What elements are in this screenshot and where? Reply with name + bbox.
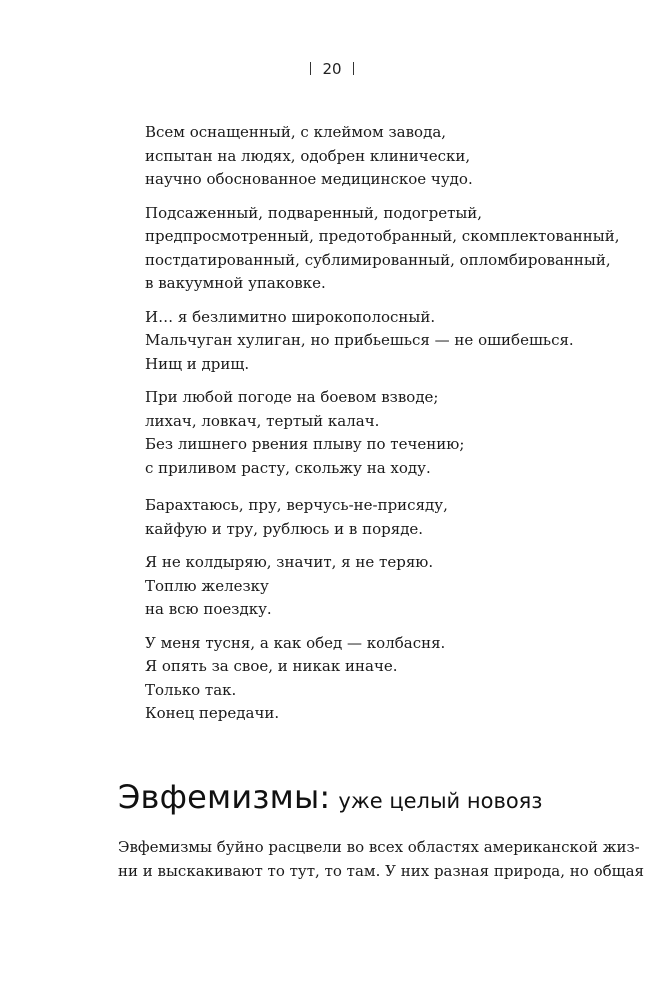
- poem-stanza-6: [145, 551, 645, 622]
- body-line: ни и выскакивают то тут, то там. У них разная природа, но общая: [118, 862, 644, 880]
- poem-line: лихач, ловкач, тертый калач.: [145, 411, 380, 430]
- page-header: [0, 60, 664, 78]
- poem-line: Нищ и дрищ.: [145, 354, 250, 373]
- poem-line: кайфую и тру, рублюсь и в поряде.: [145, 519, 424, 538]
- poem-line: Барахтаюсь, пру, верчусь-не-присяду,: [145, 496, 448, 514]
- poem-line: Всем оснащенный, с клеймом завода,: [145, 123, 447, 141]
- poem-stanza-4: [145, 386, 645, 480]
- poem-line: Подсаженный, подваренный, подогретый,: [145, 203, 483, 222]
- poem-line: научно обоснованное медицинское чудо.: [145, 170, 473, 188]
- poem-line: с приливом расту, скольжу на ходу.: [145, 458, 431, 477]
- poem-line: предпросмотренный, предотобранный, скомплектованный,: [145, 227, 620, 245]
- poem-stanza-1: [145, 121, 645, 192]
- page-number: 20: [322, 60, 342, 78]
- poem-line: испытан на людях, одобрен клинически,: [145, 146, 471, 165]
- poem-line: У меня тусня, а как обед — колбасня.: [145, 633, 446, 652]
- poem-line: Мальчуган хулиган, но прибьешься — не ошибешься.: [145, 331, 574, 349]
- section-heading-main: Эвфемизмы:: [118, 778, 331, 816]
- poem-line: на всю поездку.: [145, 600, 272, 618]
- poem-line: Я опять за свое, и никак иначе.: [145, 657, 398, 675]
- poem-line: Только так.: [145, 680, 237, 699]
- body-line: Эвфемизмы буйно расцвели во всех областях американской жиз-: [118, 838, 640, 856]
- poem-line: Топлю железку: [145, 576, 269, 595]
- poem-line: И… я безлимитно широкополосный.: [145, 307, 436, 326]
- poem-line: в вакуумной упаковке.: [145, 274, 326, 292]
- poem-stanza-7: [145, 632, 645, 726]
- poem-line: постдатированный, сублимированный, опломбированный,: [145, 250, 611, 269]
- poem-line: Конец передачи.: [145, 704, 280, 722]
- poem-line: При любой погоде на боевом взводе;: [145, 388, 439, 406]
- poem-stanza-2: [145, 202, 645, 296]
- poem-stanza-5: [145, 494, 645, 541]
- section-heading: [118, 778, 542, 816]
- header-divider-right: [353, 62, 354, 75]
- poem-stanza-3: [145, 306, 645, 377]
- section-heading-sub: уже целый новояз: [338, 789, 543, 813]
- poem: [145, 121, 645, 736]
- poem-line: Без лишнего рвения плыву по течению;: [145, 435, 465, 453]
- header-divider-left: [310, 62, 311, 75]
- poem-line: Я не колдыряю, значит, я не теряю.: [145, 553, 434, 571]
- section-body: [118, 835, 644, 883]
